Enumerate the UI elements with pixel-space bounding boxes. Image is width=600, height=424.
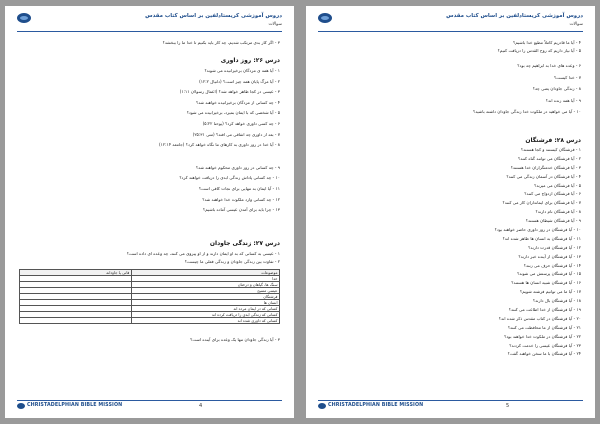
question-line: ۱۱ - آیا ایمان به تنهایی برای نجات کافی است؟ [198,185,280,191]
table-cell-subject: عیسی مسیح [131,287,279,293]
question-line: ۹ - چه کسانی در روز داوری محکوم خواهند شد؟ [195,164,280,170]
page-footer [318,400,583,411]
question-line: ۱۰ - آیا می خواهید در ملکوت خدا زندگی جاودان داشته باشید؟ [473,109,581,115]
question-line: ۱۲ - چه کسانی وارد ملکوت خدا خواهند شد؟ [202,196,280,202]
table-cell-subject: انسان ها [131,299,279,305]
question-line: ۷ - خدا کیست؟ [553,74,581,80]
table-cell-answer[interactable] [20,317,132,323]
question-line: ۸ - آیا فرشتگان نام دارند؟ [535,209,581,215]
footer-org: CHRISTADELPHIAN BIBLE MISSION [27,403,123,408]
table-cell-subject: کسانی که داوری شده اند [131,317,279,323]
question-line: ۷ - بعد از داوری چه اتفاقی می افتد؟ (متی ۲۵:۳۱) [192,131,280,137]
question-line: ۳ - آیا فرشتگان خدمتگزاران خدا هستند؟ [510,164,581,170]
question-line: ۲ - تفاوت بین زندگی جاودان و زندگی فعلی ما چیست؟ [184,258,280,264]
question-line: ۹ - آیا فرشتگان شیطان هستند؟ [525,218,581,224]
question-line: ۱۱ - آیا فرشتگان به انسان ها ظاهر شده اند؟ [502,235,581,241]
footer-org: CHRISTADELPHIAN BIBLE MISSION [328,403,424,408]
question-line: ۱۰ - چه کسانی پاداش زندگی ابدی را دریافت خواهند کرد؟ [179,175,280,181]
question-line: ۴ - آیا ما قادریم کاملاً مطیع خدا باشیم؟ [512,40,581,45]
question-line: ۱۲ - آیا فرشتگان قدرت دارند؟ [528,244,581,250]
question-line: ۲۳ - آیا فرشتگان عیسی را خدمت کردند؟ [509,342,581,348]
question-line: ۸ - آیا خدا در روز داوری به کارهای ما نگاه خواهد کرد؟ (جامعه ۱۲:۱۴) [159,142,280,148]
globe-logo-icon [17,13,31,23]
page-left [5,6,294,418]
question-line: ۱ - آیا همه ی مردگان برخیزانیده می شوند؟ [204,68,280,73]
question-line: ۱۳ - آیا فرشتگان از آینده خبر دارند؟ [518,253,581,259]
question-line: ۱۰ - آیا فرشتگان در روز داوری حاضر خواهند بود؟ [494,226,581,232]
question-line: ۱۶ - آیا فرشتگان شبیه انسان ها هستند؟ [511,280,581,286]
question-line: ۱۳ - چرا باید برای آمدن عیسی آماده باشیم؟ [202,207,280,213]
question-line: ۳ - عیسی در کجا ظاهر خواهد شد؟ (اعمال رسولان ۱:۱۱) [179,89,280,95]
table-cell-subject: کسانی که در ایمان مرده اند [131,305,279,311]
lesson-heading: درس ۲۷: زندگی جاودان [209,239,280,247]
globe-logo-icon [17,403,25,409]
question-line: ۱۴ - آیا فرشتگان حرف می زنند؟ [523,262,581,268]
page-header [318,12,583,32]
question-line: ۱۹ - آیا فرشتگان از خدا اطاعت می کنند؟ [508,307,581,312]
question-line: ۵ - آیا شخصی که با ایمان بمیرد، برخیزانیده می شود؟ [186,110,280,116]
question-line: ۳ - آیا زندگی جاودان تنها یک وعده برای آینده است؟ [190,336,280,342]
page-header [17,12,282,32]
table-cell-subject: فرشتگان [131,293,279,299]
page-number: 5 [506,403,510,409]
table-cell-subject: خدا [131,275,279,281]
lesson-heading: درس ۲۸: فرشتگان [525,136,581,144]
left-content [19,38,280,342]
globe-logo-icon [318,403,326,409]
question-line: ۹ - آیا همه زنده اند؟ [545,97,581,103]
table-header: موضوعات [131,269,279,275]
question-line: ۶ - وعده های خدا به ابراهیم چه بود؟ [517,63,581,68]
question-line: ۱۸ - آیا فرشتگان بال دارند؟ [532,298,581,304]
lesson-heading: درس ۲۶: روز داوری [220,57,280,64]
question-line: ۲۰ - آیا فرشتگان در کتاب مقدس ذکر شده اند؟ [498,315,581,321]
question-line: ۴ - آیا فرشتگان در آسمان زندگی می کنند؟ [506,173,581,179]
question-line: ۴ - چه کسانی از مردگان برخیزانیده خواهند شد؟ [196,99,280,105]
question-line: ۲۴ - آیا فرشتگان با ما سخن خواهند گفت؟ [507,351,581,357]
page-number: 4 [199,403,203,409]
header-title: دروس آموزشی کریستادلفین بر اساس کتاب مقدس [145,13,282,19]
header-title: دروس آموزشی کریستادلفین بر اساس کتاب مقدس [446,13,583,19]
page-right [306,6,595,418]
question-line: ۲۲ - آیا فرشتگان در ملکوت خدا خواهند بود؟ [504,333,581,339]
question-line: ۵ - آیا نیاز داریم که روح القدس را دریافت کنیم؟ [497,48,581,53]
mortality-table [19,269,280,324]
question-line: ۵ - آیا فرشتگان می میرند؟ [534,182,581,188]
question-line: ۱۷ - آیا ما می توانیم فرشته شویم؟ [519,289,581,295]
table-row [20,317,280,323]
globe-logo-icon [318,13,332,23]
question-line: ۲ - آیا مرگ پایان همه چیز است؟ (دانیال ۱۲:۲) [199,78,280,84]
question-line: ۳ - اگر کار بدی مرتکب شدیم، چه کار باید بکنیم تا خدا ما را ببخشد؟ [162,40,280,45]
question-line: ۲ - آیا فرشتگان می توانند گناه کنند؟ [518,155,581,161]
question-line: ۲۱ - آیا فرشتگان از ما محافظت می کنند؟ [507,324,581,330]
question-line: ۱۵ - آیا فرشتگان پرستش می شوند؟ [517,271,581,277]
question-line: ۷ - آیا فرشتگان برای ایمانداران کار می کنند؟ [502,200,581,206]
header-subtitle: سوالات [268,22,282,27]
table-header: فانی یا جاودانه [20,269,132,275]
question-line: ۱ - عیسی به کسانی که به او ایمان دارند و از او پیروی می کنند، چه وعده ای داده است؟ [126,250,280,256]
header-subtitle: سوالات [569,22,583,27]
question-line: ۶ - چه کسی داوری خواهد کرد؟ (یوحنا ۵:۲۲) [202,120,280,126]
table-cell-subject: کسانی که زندگی ابدی را دریافت کرده اند [131,311,279,317]
table-cell-subject: سنگ ها، گیاهان و درختان [131,281,279,287]
question-line: ۸ - زندگی جاودان یعنی چه؟ [532,86,581,92]
question-line: ۶ - آیا فرشتگان ازدواج می کنند؟ [524,191,581,197]
right-content [320,38,581,360]
question-line: ۱ - فرشتگان کیستند و کجا هستند؟ [520,146,581,152]
page-footer [17,400,282,411]
